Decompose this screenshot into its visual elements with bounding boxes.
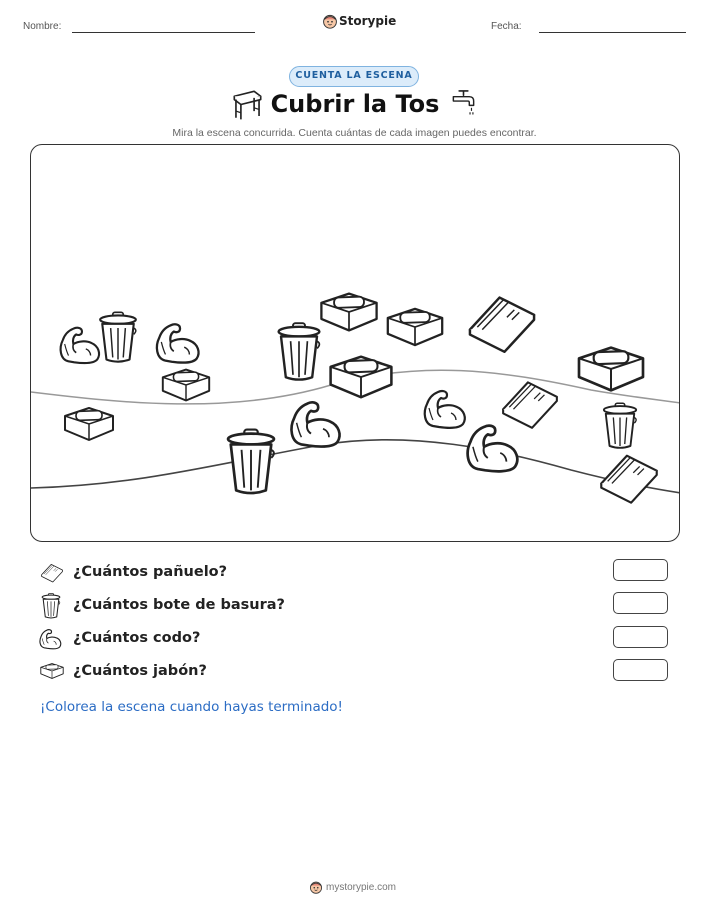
elbow-arm-icon xyxy=(38,627,64,651)
activity-badge: CUENTA LA ESCENA xyxy=(289,66,419,87)
coloring-note: ¡Colorea la escena cuando hayas terminado! xyxy=(40,699,343,715)
tissue-pack-icon xyxy=(470,298,534,352)
trash-can-icon xyxy=(228,430,274,493)
question-elbow: ¿Cuántos codo? xyxy=(73,630,201,646)
instructions: Mira la escena concurrida. Cuenta cuántas de cada imagen puedes encontrar. xyxy=(172,127,537,139)
soap-bar-icon xyxy=(321,294,376,331)
name-line[interactable] xyxy=(72,32,255,33)
search-scene[interactable] xyxy=(30,144,680,542)
answer-box-soap[interactable] xyxy=(613,659,668,681)
storypie-logo-icon xyxy=(322,13,338,29)
tissue-pack-icon xyxy=(503,382,557,427)
storypie-logo-icon xyxy=(309,880,323,894)
date-line[interactable] xyxy=(539,32,686,33)
soap-bar-icon xyxy=(331,357,392,398)
soap-bar-icon xyxy=(163,370,209,401)
trash-can-icon xyxy=(279,323,320,379)
soap-bar-icon xyxy=(579,348,643,391)
tissue-pack-icon xyxy=(601,456,656,503)
soap-bar-icon xyxy=(38,661,66,681)
elbow-arm-icon xyxy=(292,402,340,446)
answer-box-tissue[interactable] xyxy=(613,559,668,581)
soap-bar-icon xyxy=(65,408,113,440)
trash-can-icon xyxy=(604,403,636,448)
trash-can-icon xyxy=(100,312,136,361)
question-tissue: ¿Cuántos pañuelo? xyxy=(73,564,228,580)
soap-bar-icon xyxy=(388,309,442,345)
scene-artwork xyxy=(31,145,680,542)
name-label: Nombre: xyxy=(23,21,62,32)
elbow-arm-icon xyxy=(425,391,465,428)
brand-name: Storypie xyxy=(339,14,397,28)
trash-can-icon xyxy=(40,593,62,619)
water-faucet-icon xyxy=(449,88,478,117)
tissue-pack-icon xyxy=(40,561,64,583)
elbow-arm-icon xyxy=(468,426,518,472)
question-soap: ¿Cuántos jabón? xyxy=(73,663,207,679)
answer-box-elbow[interactable] xyxy=(613,626,668,648)
elbow-arm-icon xyxy=(157,324,199,362)
date-label: Fecha: xyxy=(491,21,522,32)
page-title: Cubrir la Tos xyxy=(270,90,440,118)
answer-box-trash-can[interactable] xyxy=(613,592,668,614)
elbow-arm-icon xyxy=(61,328,99,363)
footer-url[interactable]: mystorypie.com xyxy=(326,882,397,893)
question-trash-can: ¿Cuántos bote de basura? xyxy=(73,597,285,613)
front-ground-line xyxy=(31,440,680,493)
